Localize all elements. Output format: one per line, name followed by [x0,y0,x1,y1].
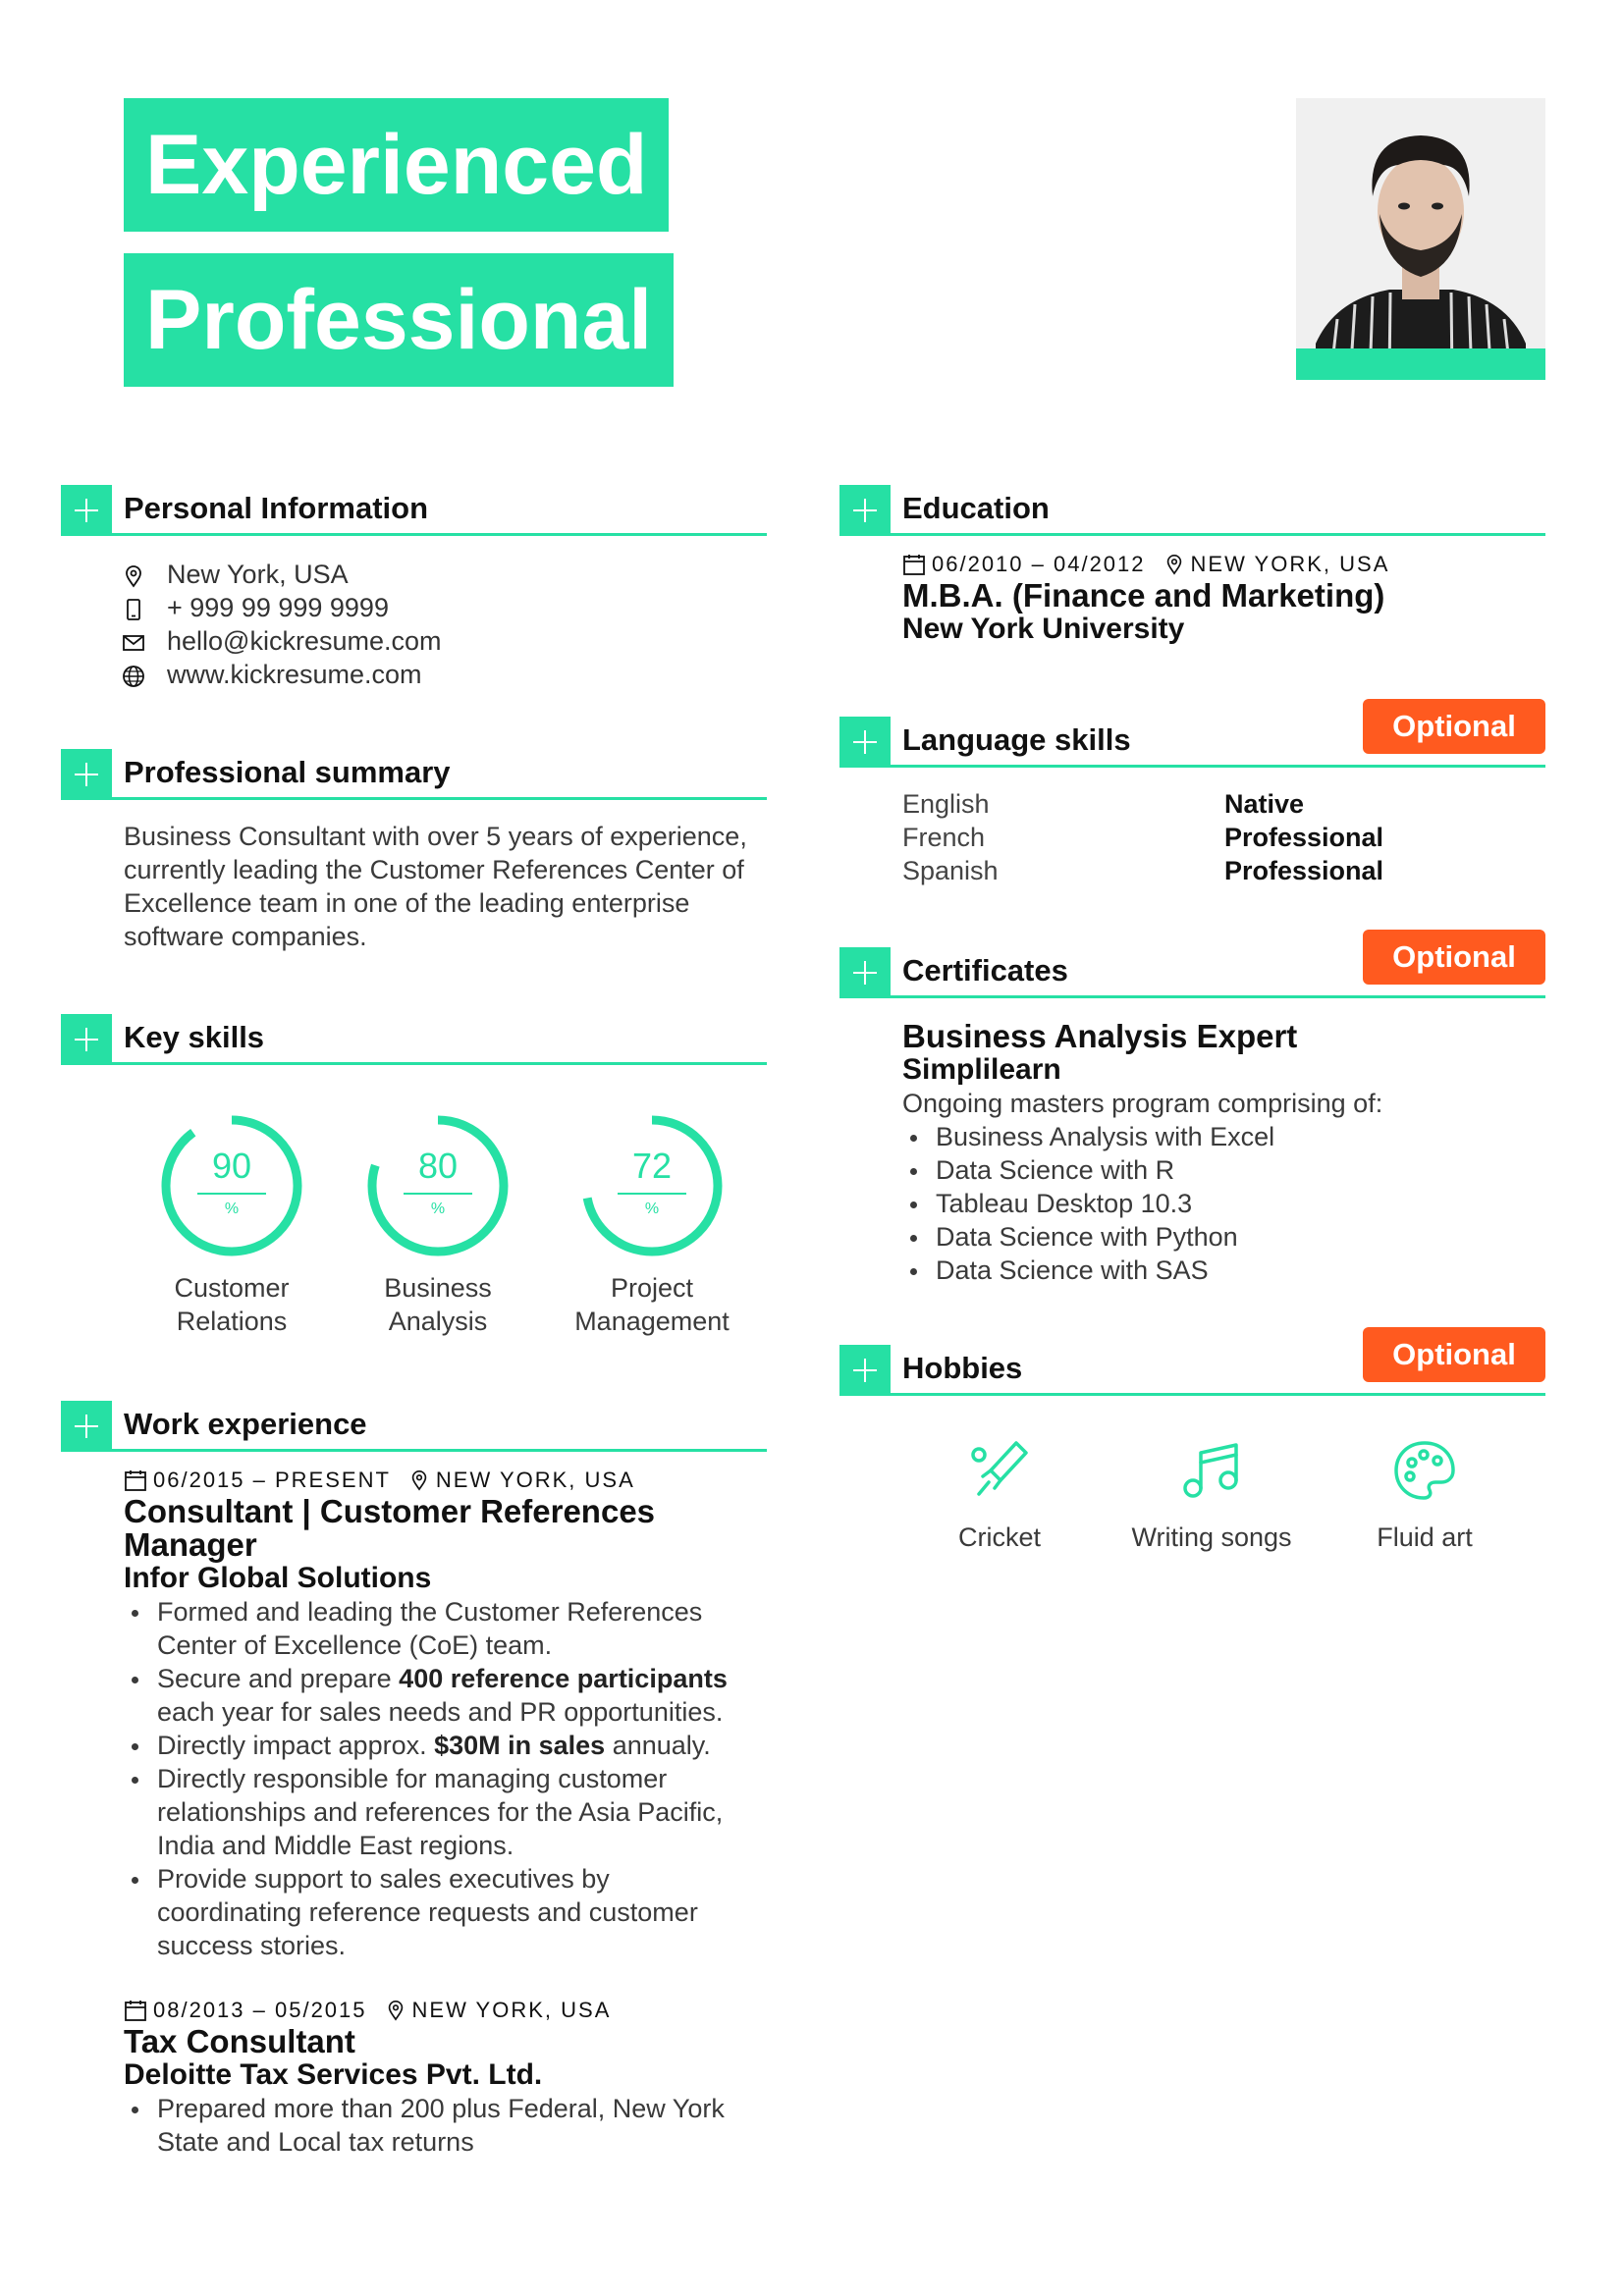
title-line-2: Professional [124,253,674,387]
list-item: Data Science with Python [902,1220,1545,1254]
certificates-section [839,939,1545,1287]
education-entry [902,550,1545,646]
section-title: Work experience [124,1407,367,1441]
personal-info-section [61,485,767,693]
section-title: Personal Information [124,491,429,525]
skill-ring [366,1114,510,1257]
contact-location [61,560,767,593]
globe-icon [122,665,145,688]
skill-customer-relations [143,1114,320,1338]
percent-sign: % [224,1201,240,1217]
location-pin-icon [1163,553,1185,576]
section-header [61,1014,767,1065]
skill-percent: 80 [417,1146,459,1186]
profile-photo [1296,98,1545,380]
plus-icon [61,749,112,800]
job-meta [124,1996,767,2025]
location-pin-icon [408,1468,430,1492]
certificate-list [902,1120,1545,1287]
section-title: Language skills [902,722,1131,757]
list-item: Provide support to sales executives by coordinating reference requests and customer success stories. [124,1862,767,1962]
certificate-name: Business Analysis Expert [902,1018,1298,1054]
hobbies-section [839,1337,1545,1571]
education-location: NEW YORK, USA [1190,552,1390,576]
section-header [839,485,1545,536]
section-header [61,1401,767,1452]
certificate-issuer: Simplilearn [902,1053,1061,1086]
summary-line: software companies. [124,922,367,951]
plus-icon [61,1401,112,1452]
language-row: French Professional [902,823,1384,852]
job-entry [124,1466,767,1962]
section-header [61,749,767,800]
language-skills-section [839,709,1545,889]
phone-icon [122,598,145,621]
plus-icon [839,1345,891,1396]
calendar-icon [902,553,926,576]
contact-website [61,660,767,693]
education-dates: 06/2010 – 04/2012 [932,552,1146,576]
list-item: Formed and leading the Customer References Center of Excellence (CoE) team. [124,1595,767,1662]
list-item: Secure and prepare 400 reference participants each year for sales needs and PR opportunities. [124,1662,767,1729]
contact-text[interactable]: hello@kickresume.com [167,626,442,656]
percent-sign: % [430,1201,446,1217]
list-item: Business Analysis with Excel [902,1120,1545,1153]
job-title: Tax Consultant [124,2023,355,2059]
music-note-icon [1177,1437,1246,1506]
section-header [839,709,1545,768]
key-skills-section [61,1014,767,1348]
list-item: Prepared more than 200 plus Federal, New York State and Local tax returns [124,2092,767,2159]
summary-line: Excellence team in one of the leading enterprise [124,888,690,918]
plus-icon [839,947,891,998]
skill-business-analysis [350,1114,526,1338]
job-dates: 06/2015 – PRESENT [153,1468,391,1492]
contact-text[interactable]: www.kickresume.com [167,660,422,689]
plus-icon [839,717,891,768]
section-title: Professional summary [124,755,451,789]
title-line-1: Experienced [124,98,669,232]
section-header [839,939,1545,998]
plus-icon [839,485,891,536]
location-pin-icon [122,564,145,588]
job-company: Infor Global Solutions [124,1562,432,1594]
contact-phone [61,593,767,626]
person-portrait-icon [1296,98,1545,380]
hobby-fluid-art [1312,1437,1538,1553]
summary-section [61,749,767,953]
list-item: Directly impact approx. $30M in sales annualy. [124,1729,767,1762]
optional-badge[interactable]: Optional [1363,1327,1545,1382]
skill-label: Customer Relations [174,1273,290,1336]
section-title: Key skills [124,1020,265,1054]
location-pin-icon [385,1999,406,2022]
plus-icon [61,1014,112,1065]
certificate-entry [902,1020,1545,1287]
percent-sign: % [644,1201,660,1217]
job-location: NEW YORK, USA [411,1998,612,2022]
calendar-icon [124,1468,147,1492]
optional-badge[interactable]: Optional [1363,699,1545,754]
job-bullets [124,2092,767,2159]
language-row: English Native [902,789,1305,819]
section-title: Hobbies [902,1351,1023,1385]
skill-ring [580,1114,724,1257]
list-item: Directly responsible for managing customer relationships and references for the Asia Pacific, India and Middle East regions. [124,1762,767,1862]
education-meta [902,550,1545,579]
list-item: Tableau Desktop 10.3 [902,1187,1545,1220]
job-dates: 08/2013 – 05/2015 [153,1998,367,2022]
hobby-writing-songs [1099,1437,1325,1553]
contact-email [61,626,767,660]
summary-text [124,820,767,953]
mail-icon [122,631,145,655]
skill-ring [160,1114,303,1257]
job-location: NEW YORK, USA [435,1468,635,1492]
list-item: Data Science with SAS [902,1254,1545,1287]
work-experience-section [61,1401,767,2159]
summary-line: currently leading the Customer References Center of [124,855,744,884]
summary-line: Business Consultant with over 5 years of experience, [124,822,747,851]
job-bullets [124,1595,767,1962]
skill-label: Business Analysis [384,1273,492,1336]
school: New York University [902,613,1185,645]
calendar-icon [124,1999,147,2022]
contact-text: New York, USA [167,560,349,589]
section-header [839,1337,1545,1396]
list-item: Data Science with R [902,1153,1545,1187]
palette-icon [1390,1437,1459,1506]
hobby-label: Cricket [957,1522,1041,1552]
degree: M.B.A. (Finance and Marketing) [902,577,1385,614]
education-section [839,485,1545,646]
plus-icon [61,485,112,536]
skill-label: Project Management [574,1273,730,1336]
section-header [61,485,767,536]
hobby-label: Writing songs [1131,1522,1292,1552]
certificate-intro: Ongoing masters program comprising of: [902,1089,1383,1118]
job-company: Deloitte Tax Services Pvt. Ltd. [124,2058,543,2091]
language-row: Spanish Professional [902,856,1384,885]
job-entry [124,1996,767,2159]
hobby-label: Fluid art [1377,1522,1473,1552]
optional-badge[interactable]: Optional [1363,930,1545,985]
hobby-cricket [887,1437,1112,1553]
skill-percent: 72 [631,1146,673,1186]
section-title: Certificates [902,953,1068,988]
job-meta [124,1466,767,1495]
job-title: Consultant | Customer References Manager [124,1493,656,1563]
photo-accent-bar [1296,348,1545,380]
skill-percent: 90 [211,1146,252,1186]
contact-text: + 999 99 999 9999 [167,593,389,622]
skill-project-management [564,1114,740,1338]
section-title: Education [902,491,1050,525]
cricket-bat-icon [965,1437,1034,1506]
